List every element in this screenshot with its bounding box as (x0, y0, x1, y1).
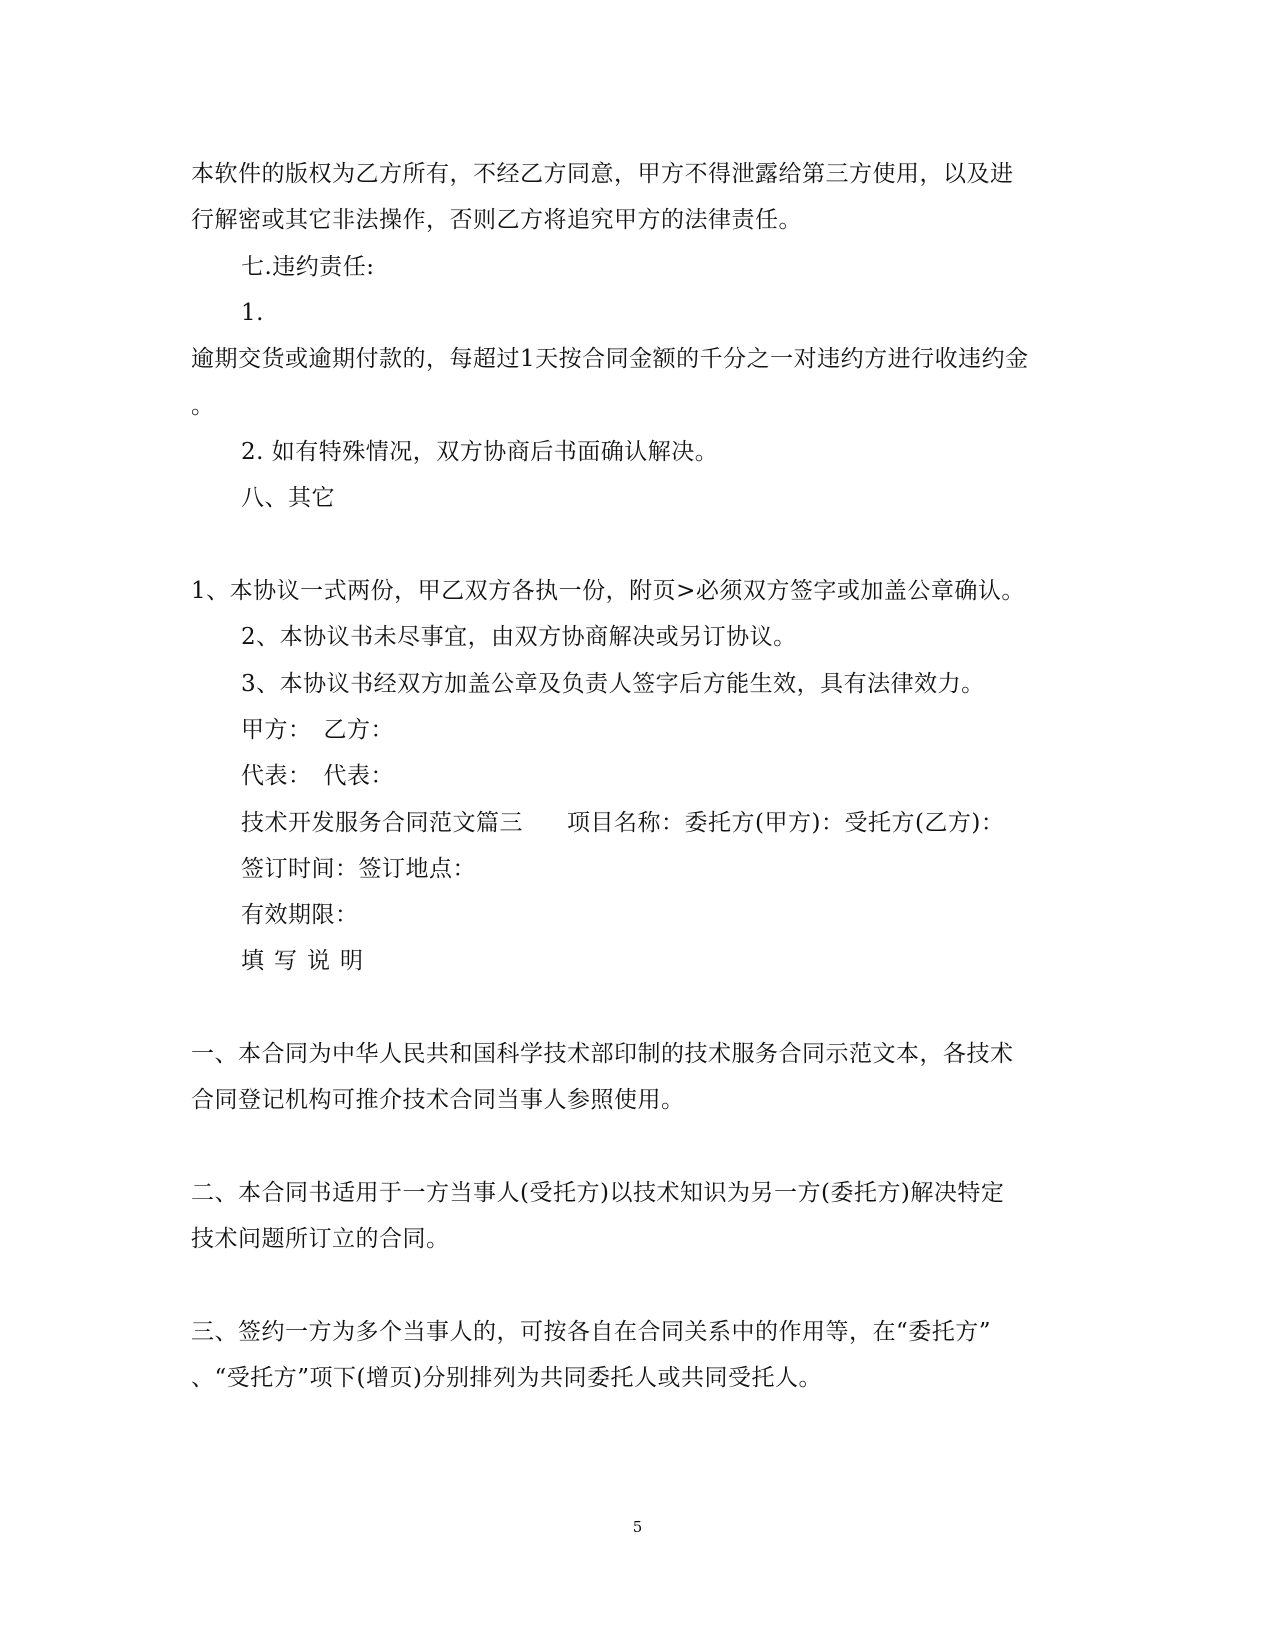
note-1-line-1: 一、本合同为中华人民共和国科学技术部印制的技术服务合同示范文本，各技术 (191, 1041, 1014, 1067)
breach-item-1-line-2: 。 (191, 393, 215, 419)
representative-b-label: 代表： (323, 763, 394, 789)
representative-a-label: 代表： (241, 763, 312, 789)
other-item-3: 3、本协议书经双方加盖公章及负责人签字后方能生效，具有法律效力。 (241, 671, 985, 697)
paragraph-copyright-line-2: 行解密或其它非法操作，否则乙方将追究甲方的法律责任。 (191, 207, 802, 233)
note-2-line-1: 二、本合同书适用于一方当事人(受托方)以技术知识为另一方(委托方)解决特定 (191, 1180, 1005, 1206)
contract-title-row (241, 808, 1004, 838)
breach-item-2: 2. 如有特殊情况，双方协商后书面确认解决。 (241, 439, 719, 465)
note-2-line-2: 技术问题所订立的合同。 (191, 1226, 450, 1252)
note-1-line-2: 合同登记机构可推介技术合同当事人参照使用。 (191, 1087, 685, 1113)
paragraph-copyright-line-1: 本软件的版权为乙方所有，不经乙方同意，甲方不得泄露给第三方使用，以及进 (191, 161, 1014, 187)
note-3-line-1: 三、签约一方为多个当事人的，可按各自在合同关系中的作用等，在“委托方” (191, 1319, 992, 1345)
signature-parties-row (241, 715, 394, 745)
breach-item-1-line-1: 逾期交货或逾期付款的，每超过1天按合同金额的千分之一对违约方进行收违约金 (191, 346, 1029, 372)
other-item-1: 1、本协议一式两份，甲乙双方各执一份，附页>必须双方签字或加盖公章确认。 (191, 578, 1025, 604)
section-heading-other: 八、其它 (241, 485, 335, 511)
signature-representatives-row (241, 761, 394, 791)
fill-notes-heading: 填写说明 (241, 948, 373, 974)
page-number: 5 (632, 1518, 643, 1536)
party-b-label: 乙方： (323, 717, 394, 743)
party-a-label: 甲方： (241, 717, 312, 743)
other-item-2: 2、本协议书未尽事宜，由双方协商解决或另订协议。 (241, 624, 797, 650)
section-heading-breach: 七.违约责任: (241, 254, 375, 280)
note-3-line-2: 、“受托方”项下(增页)分别排列为共同委托人或共同受托人。 (191, 1365, 822, 1391)
contract-title: 技术开发服务合同范文篇三 (241, 810, 523, 836)
contract-fields: 项目名称：委托方(甲方)：受托方(乙方)： (567, 810, 1005, 836)
breach-item-1-number: 1. (241, 300, 264, 326)
sign-time-place: 签订时间：签订地点： (241, 856, 476, 882)
valid-period: 有效期限： (241, 902, 359, 928)
